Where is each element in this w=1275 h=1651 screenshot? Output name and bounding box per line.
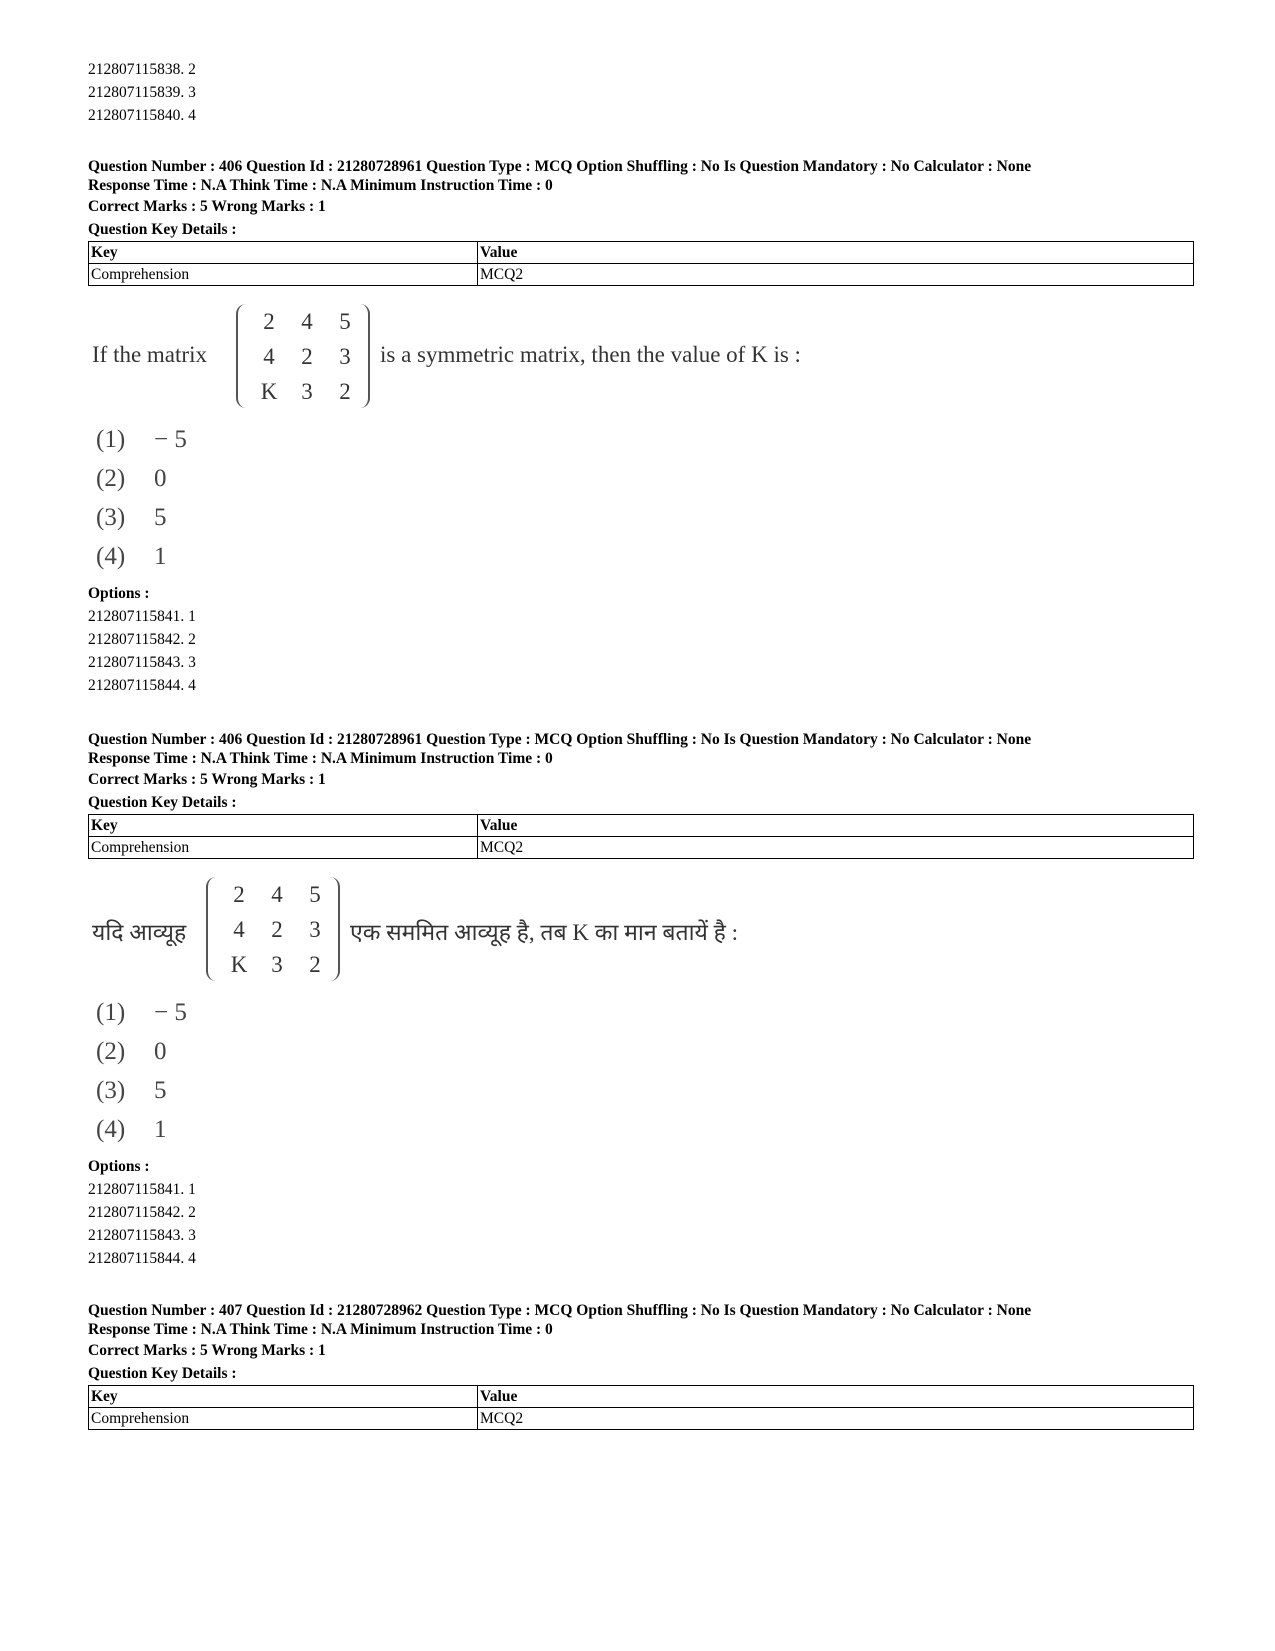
matrix-cell: 4 xyxy=(271,882,283,907)
matrix-left-paren xyxy=(206,877,218,981)
answer-choice-number: (3) xyxy=(96,504,126,531)
matrix-cell: 2 xyxy=(339,379,351,404)
answer-choice xyxy=(88,1038,1194,1077)
table-header-key: Key xyxy=(89,242,478,264)
question-block-2 xyxy=(88,730,1194,1270)
table-header-row xyxy=(89,242,1194,264)
matrix-cell: 5 xyxy=(339,309,351,334)
question-meta-line-2: Response Time : N.A Think Time : N.A Minimum Instruction Time : 0 xyxy=(88,1321,553,1338)
answer-choice-number: (3) xyxy=(96,1077,126,1104)
table-header-value: Value xyxy=(478,1386,1194,1408)
question-meta-line-1: Question Number : 407 Question Id : 21280728962 Question Type : MCQ Option Shuffling : No Is Question Mandatory : No Calculator : None xyxy=(88,1302,1032,1319)
options-label: Options : xyxy=(88,1158,150,1175)
table-header-row xyxy=(89,815,1194,837)
table-row xyxy=(89,264,1194,286)
matrix-grid xyxy=(220,877,334,982)
matrix xyxy=(236,304,370,408)
answer-choice xyxy=(88,1116,1194,1155)
table-cell-value: MCQ2 xyxy=(478,1408,1194,1430)
table-header-value: Value xyxy=(478,242,1194,264)
matrix-cell: 2 xyxy=(301,344,313,369)
answer-choice-value: − 5 xyxy=(154,426,187,453)
matrix-cell: 2 xyxy=(263,309,275,334)
answer-choice-value: 5 xyxy=(154,504,167,531)
key-details-label: Question Key Details : xyxy=(88,794,237,811)
marks-line: Correct Marks : 5 Wrong Marks : 1 xyxy=(88,771,326,788)
question-suffix: एक सममित आव्यूह है, तब K का मान बतायें है : xyxy=(350,920,738,945)
answer-choice xyxy=(88,999,1194,1038)
answer-choice-number: (2) xyxy=(96,465,126,492)
table-cell-key: Comprehension xyxy=(89,264,478,286)
answer-choice-number: (2) xyxy=(96,1038,126,1065)
answer-choice-value: − 5 xyxy=(154,999,187,1026)
question-image xyxy=(88,302,1194,412)
option-line: 212807115840. 4 xyxy=(88,107,196,124)
matrix-cell: 2 xyxy=(309,952,321,977)
answer-choice xyxy=(88,1077,1194,1116)
matrix-cell: 4 xyxy=(263,344,275,369)
key-details-label: Question Key Details : xyxy=(88,221,237,238)
answer-choice-number: (4) xyxy=(96,1116,126,1143)
matrix-right-paren xyxy=(358,304,370,408)
table-cell-key: Comprehension xyxy=(89,837,478,859)
option-line: 212807115843. 3 xyxy=(88,654,196,671)
option-line: 212807115841. 1 xyxy=(88,1181,196,1198)
answer-choice-value: 0 xyxy=(154,1038,167,1065)
question-block-1 xyxy=(88,157,1194,697)
matrix-cell: 4 xyxy=(233,917,245,942)
table-cell-value: MCQ2 xyxy=(478,264,1194,286)
answer-choice-value: 1 xyxy=(154,1116,167,1143)
matrix-cell: 3 xyxy=(271,952,283,977)
matrix-cell: K xyxy=(230,952,248,977)
answer-choice xyxy=(88,504,1194,543)
question-suffix: is a symmetric matrix, then the value of K is : xyxy=(380,342,801,367)
option-line: 212807115842. 2 xyxy=(88,631,196,648)
answer-choices-image xyxy=(88,426,1194,582)
previous-options xyxy=(88,58,196,127)
option-line: 212807115844. 4 xyxy=(88,677,196,694)
question-prefix: यदि आव्यूह xyxy=(92,920,187,945)
answer-choice xyxy=(88,543,1194,582)
question-meta-line-1: Question Number : 406 Question Id : 21280728961 Question Type : MCQ Option Shuffling : No Is Question Mandatory : No Calculator : None xyxy=(88,158,1032,175)
question-prefix: If the matrix xyxy=(92,342,207,367)
answer-choice-value: 1 xyxy=(154,543,167,570)
answer-choice xyxy=(88,465,1194,504)
table-header-row xyxy=(89,1386,1194,1408)
option-line: 212807115842. 2 xyxy=(88,1204,196,1221)
marks-line: Correct Marks : 5 Wrong Marks : 1 xyxy=(88,198,326,215)
key-details-table xyxy=(88,1385,1194,1430)
question-image xyxy=(88,875,1194,985)
answer-choice-number: (1) xyxy=(96,999,126,1026)
question-meta-line-2: Response Time : N.A Think Time : N.A Minimum Instruction Time : 0 xyxy=(88,177,553,194)
matrix xyxy=(206,877,340,981)
key-details-table xyxy=(88,241,1194,286)
answer-choice xyxy=(88,426,1194,465)
matrix-right-paren xyxy=(328,877,340,981)
matrix-cell: 5 xyxy=(309,882,321,907)
question-meta-line-1: Question Number : 406 Question Id : 21280728961 Question Type : MCQ Option Shuffling : No Is Question Mandatory : No Calculator : None xyxy=(88,731,1032,748)
option-line: 212807115839. 3 xyxy=(88,84,196,101)
marks-line: Correct Marks : 5 Wrong Marks : 1 xyxy=(88,1342,326,1359)
answer-choice-value: 5 xyxy=(154,1077,167,1104)
table-row xyxy=(89,1408,1194,1430)
options-label: Options : xyxy=(88,585,150,602)
matrix-cell: K xyxy=(260,379,278,404)
matrix-left-paren xyxy=(236,304,248,408)
option-line: 212807115841. 1 xyxy=(88,608,196,625)
option-line: 212807115838. 2 xyxy=(88,61,196,78)
matrix-cell: 2 xyxy=(271,917,283,942)
answer-choices-image xyxy=(88,999,1194,1155)
matrix-cell: 3 xyxy=(301,379,313,404)
key-details-label: Question Key Details : xyxy=(88,1365,237,1382)
answer-choice-number: (1) xyxy=(96,426,126,453)
table-header-value: Value xyxy=(478,815,1194,837)
matrix-grid xyxy=(250,304,364,409)
option-line: 212807115844. 4 xyxy=(88,1250,196,1267)
answer-choice-number: (4) xyxy=(96,543,126,570)
table-cell-key: Comprehension xyxy=(89,1408,478,1430)
matrix-cell: 2 xyxy=(233,882,245,907)
question-meta-line-2: Response Time : N.A Think Time : N.A Minimum Instruction Time : 0 xyxy=(88,750,553,767)
question-block-3 xyxy=(88,1301,1194,1430)
table-row xyxy=(89,837,1194,859)
answer-choice-value: 0 xyxy=(154,465,167,492)
matrix-cell: 4 xyxy=(301,309,313,334)
table-cell-value: MCQ2 xyxy=(478,837,1194,859)
option-line: 212807115843. 3 xyxy=(88,1227,196,1244)
table-header-key: Key xyxy=(89,815,478,837)
matrix-cell: 3 xyxy=(339,344,351,369)
table-header-key: Key xyxy=(89,1386,478,1408)
key-details-table xyxy=(88,814,1194,859)
matrix-cell: 3 xyxy=(309,917,321,942)
